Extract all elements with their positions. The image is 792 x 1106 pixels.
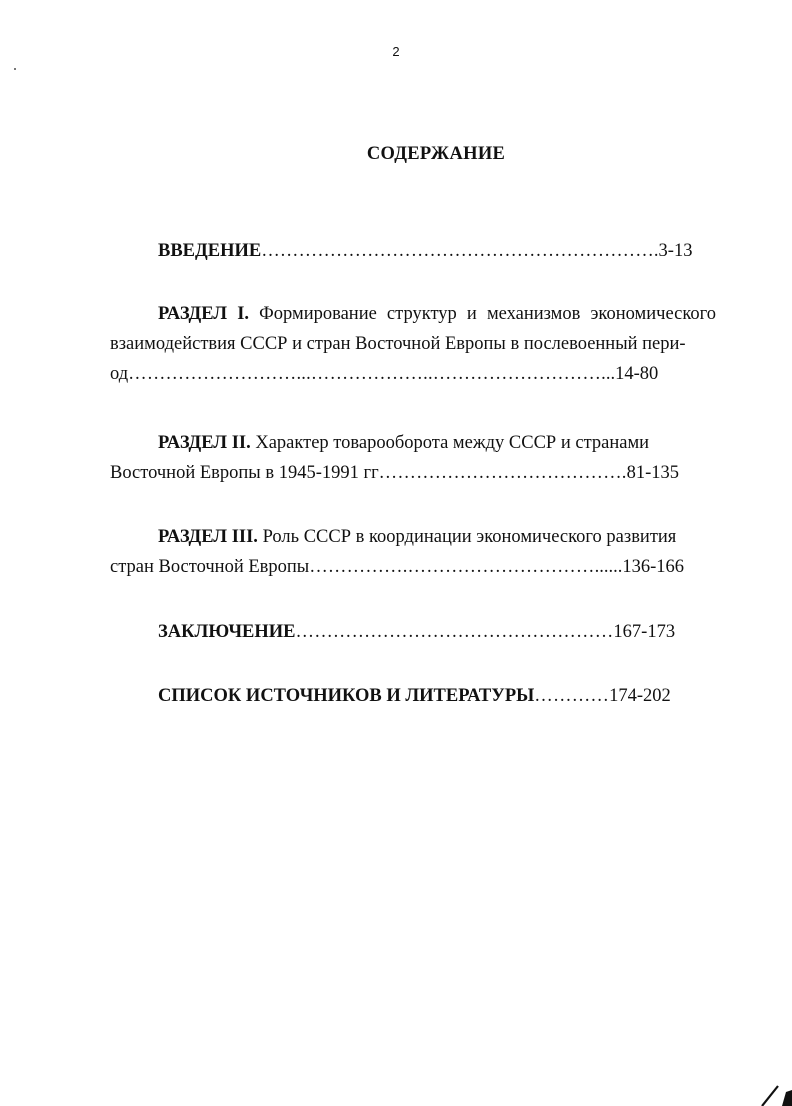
toc-intro-label: ВВЕДЕНИЕ: [158, 241, 262, 261]
toc-conclusion-pages: 167-173: [613, 622, 676, 642]
toc-section3-dots: …………….…………………………: [309, 557, 595, 577]
toc-entry-intro: [110, 236, 716, 266]
page-title: СОДЕРЖАНИЕ: [366, 144, 506, 164]
toc-conclusion-dots: ……………………………………………: [295, 622, 614, 642]
toc-sources-label: СПИСОК ИСТОЧНИКОВ И ЛИТЕРАТУРЫ: [158, 686, 535, 706]
toc-conclusion-label: ЗАКЛЮЧЕНИЕ: [158, 622, 296, 642]
toc-section3-label: РАЗДЕЛ III.: [158, 527, 258, 547]
toc-section2-dots: ………………………………….: [378, 463, 627, 483]
toc-intro-pages: .3-13: [653, 241, 693, 261]
scan-speck: [14, 68, 16, 70]
toc-sources-dots: …………: [534, 686, 610, 706]
toc-section1-label: РАЗДЕЛ I.: [158, 304, 250, 324]
toc-section2-pages: 81-135: [626, 463, 680, 483]
toc-entry-section-2: [110, 428, 716, 488]
toc-section2-text: Характер товарооборота между СССР и странами Восточной Европы в 1945-1991 гг: [110, 433, 650, 483]
toc-section1-text-end: од: [110, 364, 129, 384]
scan-corner-mark: [752, 1070, 792, 1106]
toc-entry-conclusion: [110, 617, 716, 647]
toc-section1-dots: ………………………...………………..……………………….: [128, 364, 606, 384]
toc-section1-text: Формирование структур и механизмов экономического взаимодействия СССР и стран Восточной Европы в послевоенный пери-: [110, 304, 717, 354]
toc-section2-label: РАЗДЕЛ II.: [158, 433, 251, 453]
toc-sources-pages: 174-202: [609, 686, 671, 706]
page-number: 2: [392, 44, 400, 59]
toc-section3-pages: ......136-166: [594, 557, 684, 577]
toc-entry-sources: [110, 681, 716, 711]
toc-section3-text: Роль СССР в координации экономического развития стран Восточной Европы: [110, 527, 677, 577]
toc-entry-section-3: [110, 522, 716, 582]
toc-section1-pages: ..14-80: [605, 364, 659, 384]
toc-intro-dots: ………………………………………………………: [261, 241, 654, 261]
toc-entry-section-1: [110, 299, 716, 389]
